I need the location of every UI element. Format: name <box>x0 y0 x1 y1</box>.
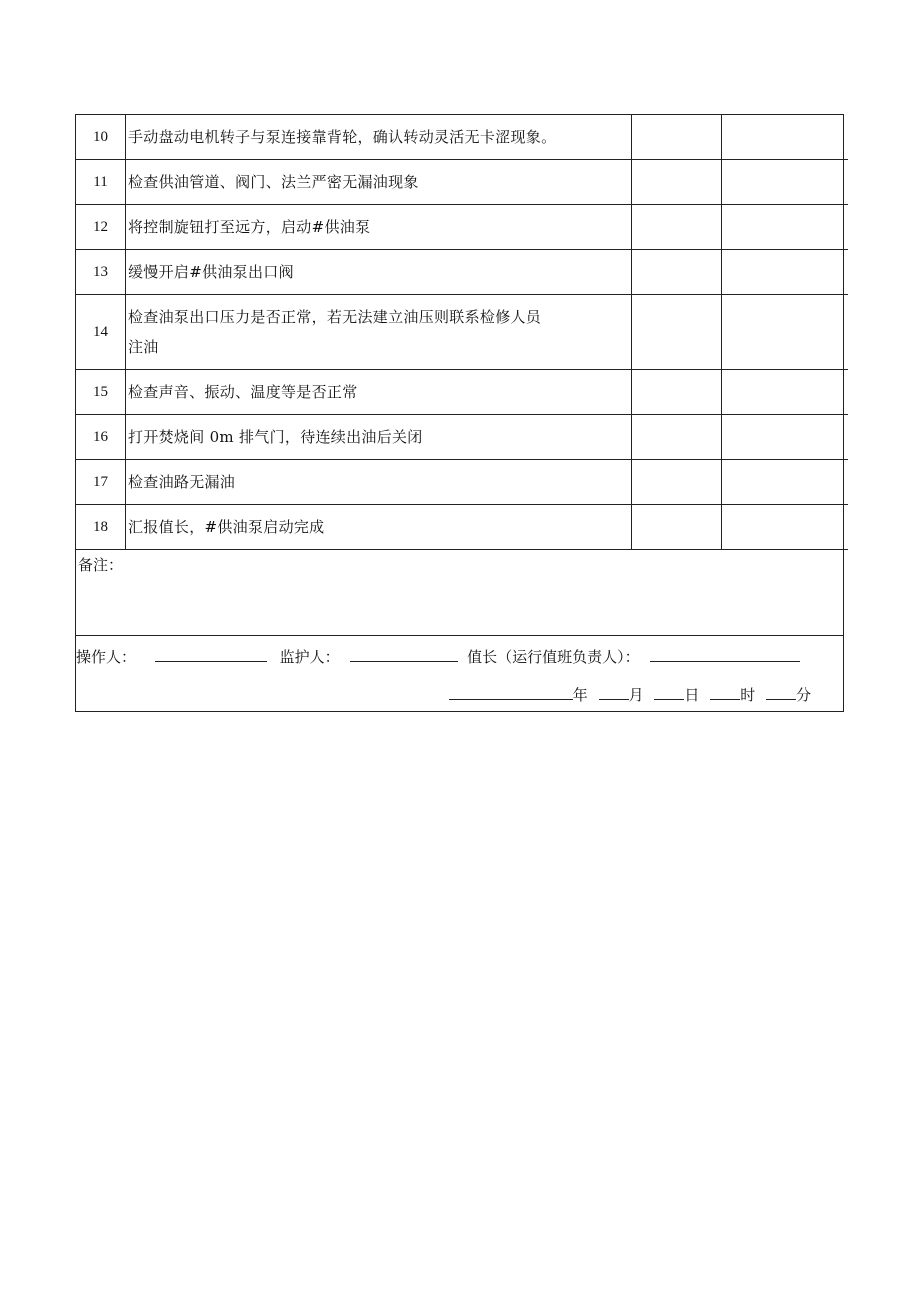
table-row <box>76 460 848 505</box>
step-description <box>126 505 632 550</box>
step-description-line: 汇报值长，#供油泵启动完成 <box>128 518 325 536</box>
step-number: 11 <box>76 160 126 205</box>
table-row <box>76 415 848 460</box>
hour-blank[interactable] <box>710 685 740 700</box>
step-number: 15 <box>76 370 126 415</box>
step-description <box>126 460 632 505</box>
confirm-cell[interactable] <box>722 250 849 295</box>
operator-label: 操作人： <box>76 648 137 666</box>
datetime-row <box>449 684 811 705</box>
signature-row <box>76 646 800 667</box>
check-cell[interactable] <box>632 115 722 160</box>
day-label: 日 <box>684 686 700 704</box>
step-description <box>126 370 632 415</box>
shift-leader-label: 值长（运行值班负责人）： <box>467 648 640 666</box>
confirm-cell[interactable] <box>722 205 849 250</box>
step-number: 14 <box>76 295 126 370</box>
check-cell[interactable] <box>632 415 722 460</box>
step-number: 18 <box>76 505 126 550</box>
confirm-cell[interactable] <box>722 160 849 205</box>
operation-ticket-table <box>75 114 844 712</box>
day-blank[interactable] <box>654 685 684 700</box>
minute-blank[interactable] <box>766 685 796 700</box>
month-label: 月 <box>628 686 644 704</box>
table-row <box>76 505 848 550</box>
confirm-cell[interactable] <box>722 115 849 160</box>
step-description-line: 检查声音、振动、温度等是否正常 <box>128 383 358 401</box>
table-row <box>76 295 848 370</box>
monitor-blank[interactable] <box>350 647 458 662</box>
step-description-line: 缓慢开启#供油泵出口阀 <box>128 263 294 281</box>
shift-leader-blank[interactable] <box>650 647 800 662</box>
step-description-line: 手动盘动电机转子与泵连接靠背轮，确认转动灵活无卡涩现象。 <box>128 128 557 146</box>
step-description-line: 注油 <box>128 338 159 356</box>
check-cell[interactable] <box>632 250 722 295</box>
confirm-cell[interactable] <box>722 295 849 370</box>
check-cell[interactable] <box>632 505 722 550</box>
check-cell[interactable] <box>632 295 722 370</box>
table-row <box>76 160 848 205</box>
step-number: 17 <box>76 460 126 505</box>
step-number: 10 <box>76 115 126 160</box>
check-cell[interactable] <box>632 460 722 505</box>
confirm-cell[interactable] <box>722 505 849 550</box>
table-row <box>76 115 848 160</box>
confirm-cell[interactable] <box>722 415 849 460</box>
step-description <box>126 250 632 295</box>
confirm-cell[interactable] <box>722 370 849 415</box>
minute-label: 分 <box>795 686 811 704</box>
check-cell[interactable] <box>632 160 722 205</box>
step-number: 12 <box>76 205 126 250</box>
table-row <box>76 370 848 415</box>
step-description-line: 将控制旋钮打至远方，启动#供油泵 <box>128 218 371 236</box>
step-description <box>126 415 632 460</box>
year-blank[interactable] <box>449 685 573 700</box>
year-label: 年 <box>572 686 588 704</box>
hour-label: 时 <box>740 686 756 704</box>
step-description-line: 检查供油管道、阀门、法兰严密无漏油现象 <box>128 173 419 191</box>
remarks-section <box>76 550 843 636</box>
steps-table <box>76 115 848 550</box>
month-blank[interactable] <box>599 685 629 700</box>
signature-section <box>76 636 843 711</box>
step-description-line: 打开焚烧间 0m 排气门，待连续出油后关闭 <box>128 428 423 446</box>
step-description <box>126 205 632 250</box>
step-description <box>126 115 632 160</box>
step-description <box>126 160 632 205</box>
check-cell[interactable] <box>632 370 722 415</box>
table-row <box>76 205 848 250</box>
step-description <box>126 295 632 370</box>
table-row <box>76 250 848 295</box>
step-description-line: 检查油泵出口压力是否正常，若无法建立油压则联系检修人员 <box>128 308 542 326</box>
step-number: 13 <box>76 250 126 295</box>
step-description-line: 检查油路无漏油 <box>128 473 236 491</box>
operator-blank[interactable] <box>155 647 267 662</box>
confirm-cell[interactable] <box>722 460 849 505</box>
check-cell[interactable] <box>632 205 722 250</box>
monitor-label: 监护人： <box>279 648 340 666</box>
remarks-label: 备注： <box>78 556 124 574</box>
step-number: 16 <box>76 415 126 460</box>
